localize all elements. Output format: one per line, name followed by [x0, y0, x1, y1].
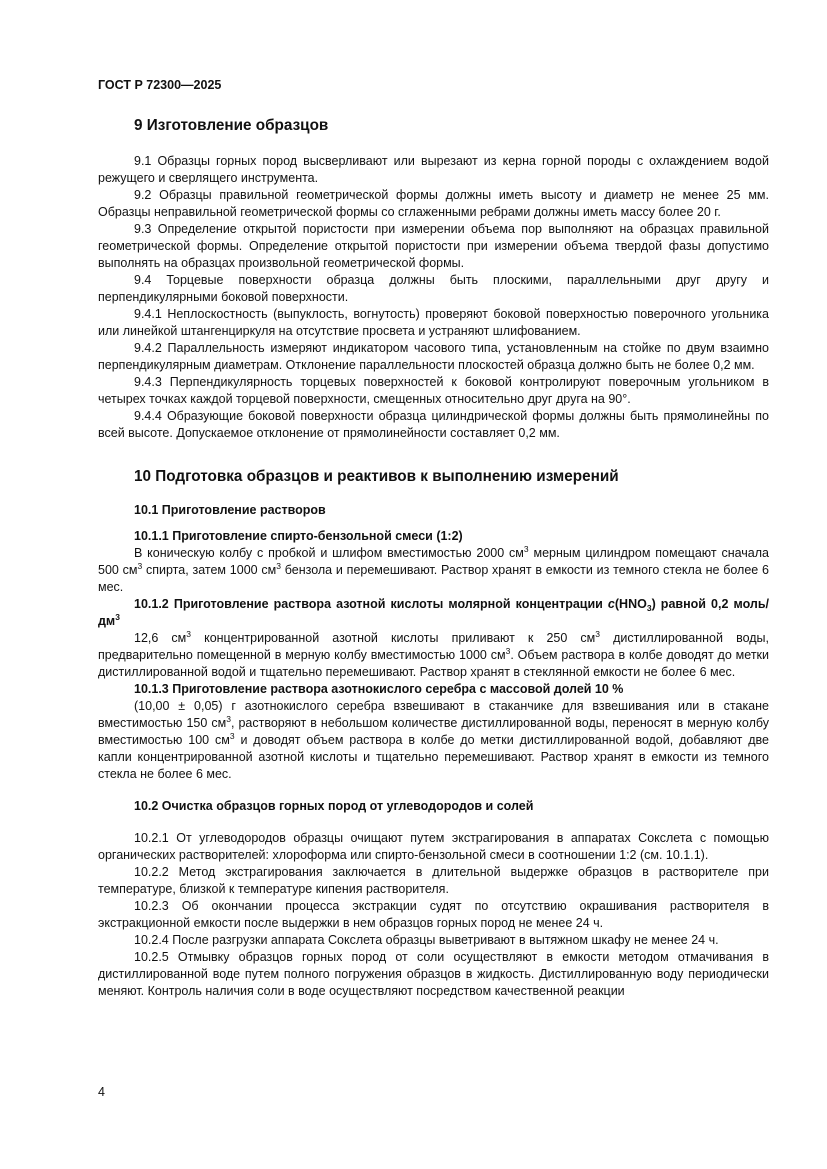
paragraph-9-2: 9.2 Образцы правильной геометрической формы должны иметь высоту и диаметр не менее 25 мм. Образцы неправильной геометрической формы со сглаженными ребрами должны иметь массу более 20 г.: [98, 188, 769, 219]
subsection-10-1-title: 10.1 Приготовление растворов: [134, 503, 326, 517]
standard-header: ГОСТ Р 72300—2025: [98, 78, 222, 92]
paragraph-10-2-5: 10.2.5 Отмывку образцов горных пород от соли осуществляют в емкости методом отмачивания в дистиллированной воде путем полного погружения образцов в жидкость. Дистиллированную воду периодически меняют. Контроль наличия соли в воде осуществляют посредством качественной реакции: [98, 950, 769, 998]
paragraph-10-1-2: 12,6 $см^3$ концентрированной азотной кислоты приливают к 250 $см^3$ дистиллированной воды, предварительно помещенной в мерную колбу вместимостью 1000 $см^3$. Объем раствора в колбе доводят до метки дистиллированной водой и тщательно перемешивают. Раствор хранят в стеклянной емкости не более 6 мес.: [98, 629, 769, 679]
heading-10-1-3: 10.1.3 Приготовление раствора азотнокислого серебра с массовой долей 10 %: [134, 682, 624, 696]
paragraph-10-2-2: 10.2.2 Метод экстрагирования заключается в длительной выдержке образцов в растворителе при температуре, близкой к температуре кипения растворителя.: [98, 865, 769, 896]
paragraph-10-2-4: 10.2.4 После разгрузки аппарата Сокслета образцы выветривают в вытяжном шкафу не менее 24 ч.: [134, 933, 719, 947]
paragraph-10-1-3: (10,00 ± 0,05) г азотнокислого серебра взвешивают в стаканчике для взвешивания или в стакане вместимостью 150 $см^3$, растворяют в небольшом количестве дистиллированной воды, переносят в мерную колбу вместимостью 100 $см^3$ и доводят объем раствора в колбе до метки дистиллированной водой, добавляют две капли концентрированной азотной кислоты и тщательно перемешивают. Раствор хранят в емкости из темного стекла не более 6 мес.: [98, 699, 769, 781]
paragraph-10-2-1: 10.2.1 От углеводородов образцы очищают путем экстрагирования в аппаратах Сокслета с помощью органических растворителей: хлороформа или спирто-бензольной смеси в соотношении 1:2 (см. 10.1.1).: [98, 831, 769, 862]
heading-10-1-1: 10.1.1 Приготовление спирто-бензольной смеси (1:2): [134, 529, 463, 543]
paragraph-10-1-1: В коническую колбу с пробкой и шлифом вместимостью 2000 $см^3$ мерным цилиндром помещают сначала 500 $см^3$ спирта, затем 1000 $см^3$ бензола и перемешивают. Раствор хранят в емкости из темного стекла не более 6 мес.: [98, 544, 769, 594]
heading-10-1-2: 10.1.2 Приготовление раствора азотной кислоты молярной концентрации $c(HNO_3)$ равной 0,2 моль/$дм^3$: [98, 597, 769, 628]
document-body: [98, 116, 769, 1000]
paragraph-9-4-1: 9.4.1 Неплоскостность (выпуклость, вогнутость) проверяют боковой поверхностью поверочного угольника или линейкой штангенциркуля на отсутствие просвета и устраняют шлифованием.: [98, 307, 769, 338]
paragraph-9-4-3: 9.4.3 Перпендикулярность торцевых поверхностей к боковой контролируют поверочным угольником в четырех точках каждой торцевой поверхности, смещенных относительно друг друга на 90°.: [98, 375, 769, 406]
subsection-10-2-title: 10.2 Очистка образцов горных пород от углеводородов и солей: [134, 799, 534, 813]
paragraph-9-1: 9.1 Образцы горных пород высверливают или вырезают из керна горной породы с охлаждением водой режущего и сверлящего инструмента.: [98, 154, 769, 185]
section-10-title: 10 Подготовка образцов и реактивов к выполнению измерений: [134, 468, 619, 485]
paragraph-9-4: 9.4 Торцевые поверхности образца должны быть плоскими, параллельными друг другу и перпендикулярными боковой поверхности.: [98, 273, 769, 304]
page-number: 4: [98, 1085, 105, 1099]
paragraph-9-4-2: 9.4.2 Параллельность измеряют индикатором часового типа, установленным на стойке по двум взаимно перпендикулярным диаметрам. Отклонение параллельности плоскостей образца должно быть не более 0,2 мм.: [98, 341, 769, 372]
paragraph-10-2-3: 10.2.3 Об окончании процесса экстракции судят по отсутствию окрашивания растворителя в экстракционной емкости после выдержки в нем образцов горных пород не менее 24 ч.: [98, 899, 769, 930]
paragraph-9-4-4: 9.4.4 Образующие боковой поверхности образца цилиндрической формы должны быть прямолинейны по всей высоте. Допускаемое отклонение от прямолинейности составляет 0,2 мм.: [98, 409, 769, 440]
section-9-title: 9 Изготовление образцов: [134, 117, 329, 134]
paragraph-9-3: 9.3 Определение открытой пористости при измерении объема пор выполняют на образцах правильной геометрической формы. Определение открытой пористости при измерении объема твердой фазы допустимо выполнять на образцах произвольной геометрической формы.: [98, 222, 769, 270]
